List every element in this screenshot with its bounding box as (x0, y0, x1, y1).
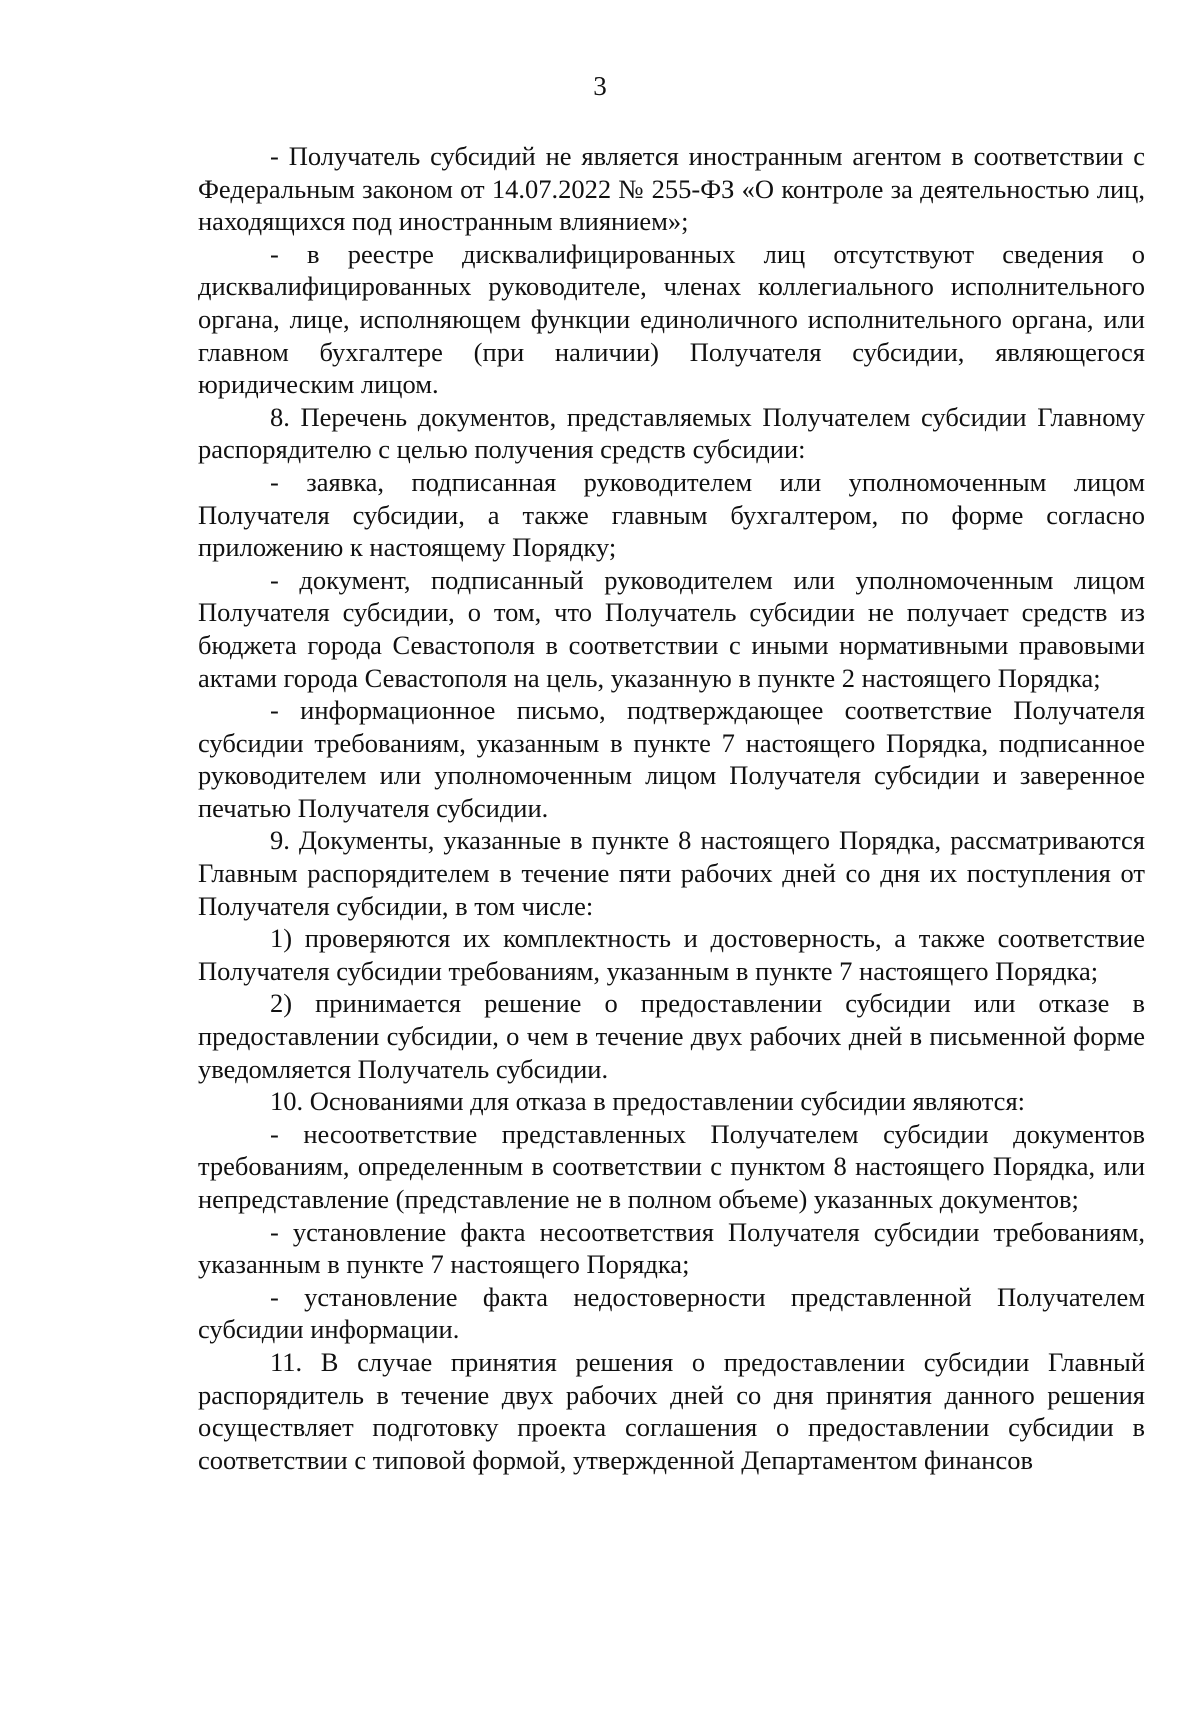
paragraph-disqualified-registry: - в реестре дисквалифицированных лиц отсутствуют сведения о дисквалифицированных руководителе, членах коллегиального исполнительного органа, лице, исполняющем функции единоличного исполнительного органа, или главном бухгалтере (при наличии) Получателя субсидии, являющегося юридическим лицом. (198, 238, 1145, 400)
page-number: 3 (593, 71, 607, 101)
paragraph-item-10: 10. Основаниями для отказа в предоставлении субсидии являются: (270, 1086, 1025, 1117)
paragraph-refusal-information: - установление факта недостоверности представленной Получателем субсидии информации. (198, 1281, 1145, 1345)
paragraph-refusal-requirements: - установление факта несоответствия Получателя субсидии требованиям, указанным в пункте 7 настоящего Порядка; (198, 1216, 1145, 1280)
paragraph-item-9: 9. Документы, указанные в пункте 8 настоящего Порядка, рассматриваются Главным распорядителем в течение пяти рабочих дней со дня их поступления от Получателя субсидии, в том числе: (198, 825, 1145, 921)
paragraph-item-9-sub-1: 1) проверяются их комплектность и достоверность, а также соответствие Получателя субсидии требованиям, указанным в пункте 7 настоящего Порядка; (198, 923, 1145, 986)
paragraph-item-8: 8. Перечень документов, представляемых Получателем субсидии Главному распорядителю с целью получения средств субсидии: (198, 401, 1145, 465)
paragraph-item-9-sub-2: 2) принимается решение о предоставлении субсидии или отказе в предоставлении субсидии, о чем в течение двух рабочих дней в письменной форме уведомляется Получатель субсидии. (198, 988, 1145, 1084)
document-body (198, 140, 1145, 1476)
paragraph-signed-document: - документ, подписанный руководителем или уполномоченным лицом Получателя субсидии, о том, что Получатель субсидии не получает средств из бюджета города Севастополя в соответствии с иными нормативными правовыми актами города Севастополя на цель, указанную в пункте 2 настоящего Порядка; (198, 564, 1145, 693)
paragraph-refusal-documents: - несоответствие представленных Получателем субсидии документов требованиям, определенным в соответствии с пунктом 8 настоящего Порядка, или непредставление (представление не в полном объеме) указанных документов; (198, 1118, 1145, 1214)
paragraph-item-11: 11. В случае принятия решения о предоставлении субсидии Главный распорядитель в течение двух рабочих дней со дня принятия данного решения осуществляет подготовку проекта соглашения о предоставлении субсидии в соответствии с типовой формой, утвержденной Департаментом финансов (198, 1346, 1145, 1475)
paragraph-application: - заявка, подписанная руководителем или уполномоченным лицом Получателя субсидии, а также главным бухгалтером, по форме согласно приложению к настоящему Порядку; (198, 466, 1145, 563)
paragraph-foreign-agent: - Получатель субсидий не является иностранным агентом в соответствии с Федеральным законом от 14.07.2022 № 255-ФЗ «О контроле за деятельностью лиц, находящихся под иностранным влиянием»; (198, 141, 1145, 237)
paragraph-information-letter: - информационное письмо, подтверждающее соответствие Получателя субсидии требованиям, указанным в пункте 7 настоящего Порядка, подписанное руководителем или уполномоченным лицом Получателя субсидии и заверенное печатью Получателя субсидии. (198, 695, 1145, 823)
